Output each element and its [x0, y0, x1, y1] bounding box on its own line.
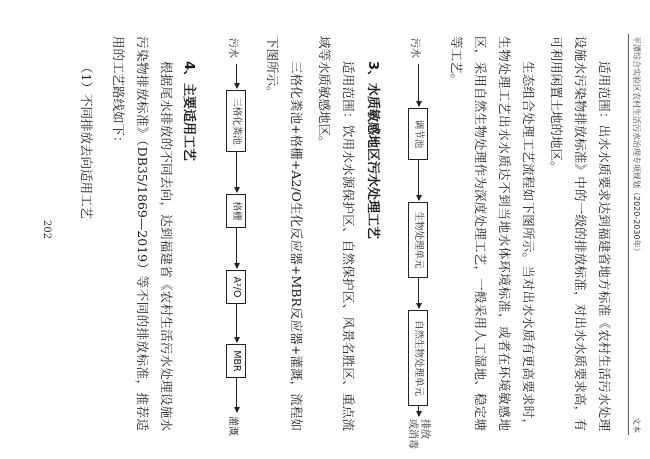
header-title: 平潭综合实验区农村生活污水治理专项规划（2020-2030年） — [632, 36, 641, 256]
flow1-arrow-2 — [418, 160, 419, 200]
flow2-output-label: 灌溉 — [227, 416, 238, 436]
flow1-box-natural-bio-unit: 自然生物处理单元 — [408, 310, 428, 406]
flow1-input-label: 污水 — [409, 38, 420, 58]
flow1-arrow-4 — [418, 406, 419, 416]
page-number: 202 — [41, 219, 52, 240]
flow2-box-septic-tank: 三格化粪池 — [226, 90, 246, 152]
heading-main-process: 4、主要适用工艺 — [181, 61, 196, 162]
flow2-input-label: 污水 — [227, 38, 238, 58]
flow2-arrow-3 — [236, 228, 237, 268]
header-rule — [628, 34, 629, 435]
heading-sensitive-area: 3、水质敏感地区污水处理工艺 — [365, 61, 380, 240]
flow-diagram-mbr — [214, 36, 258, 436]
flow-diagram-eco — [396, 36, 440, 449]
paragraph-scope-2: 适用范围：饮用水水源保护区、自然保护区、风景名胜区、重点流域等水质敏感地区。 — [317, 36, 356, 431]
flow1-box-regulation-tank: 调节池 — [408, 108, 428, 160]
flow1-output-line2: 或消毒 — [407, 419, 418, 449]
paragraph-eco-process: 生态组合处理工艺流程如下图所示。当对出水水质有更高要求时，生物处理工艺出水水质达不到当地水体环境标准，或者在环境敏感地区，采用自然生物处理作为深度处理工艺，一般采用人工湿地、稳定塘等工艺。 — [449, 36, 536, 431]
flow2-arrow-5 — [236, 378, 237, 412]
flow1-output-line1: 排放 — [419, 419, 430, 439]
flow2-arrow-1 — [236, 64, 237, 88]
header-section: 文本 — [632, 417, 641, 433]
flow1-arrow-3 — [418, 278, 419, 308]
flow1-box-bio-unit: 生物处理单元 — [408, 202, 428, 278]
flow1-arrow-1 — [418, 64, 419, 106]
subheading-discharge-destination: （1）不同排放去向适用工艺 — [79, 61, 94, 219]
flow2-box-mbr: MBR — [226, 344, 246, 378]
flow2-box-grille: 格栅 — [226, 194, 246, 228]
flow2-arrow-2 — [236, 152, 237, 192]
paragraph-mbr-process: 三格化粪池+格栅+A2/O生化反应器+MBR反应器+灌溉，流程如下图所示。 — [265, 36, 304, 431]
flow2-arrow-4 — [236, 304, 237, 342]
flow2-box-a2o: A²/O — [226, 270, 246, 304]
paragraph-scope-1: 适用范围：出水水质要求达到福建省地方标准《农村生活污水处理设施水污染物排放标准》中的一级的排放标准，对出水水质要求高，有可利用闲置土地的地区。 — [549, 36, 612, 431]
paragraph-discharge-standards: 根据尾水排放的不同去向，达到福建省《农村生活污水处理设施水污染物排放标准》（DB35/1869—2019）等不同的排放标准，推荐适用的工艺路线如下： — [111, 36, 174, 431]
